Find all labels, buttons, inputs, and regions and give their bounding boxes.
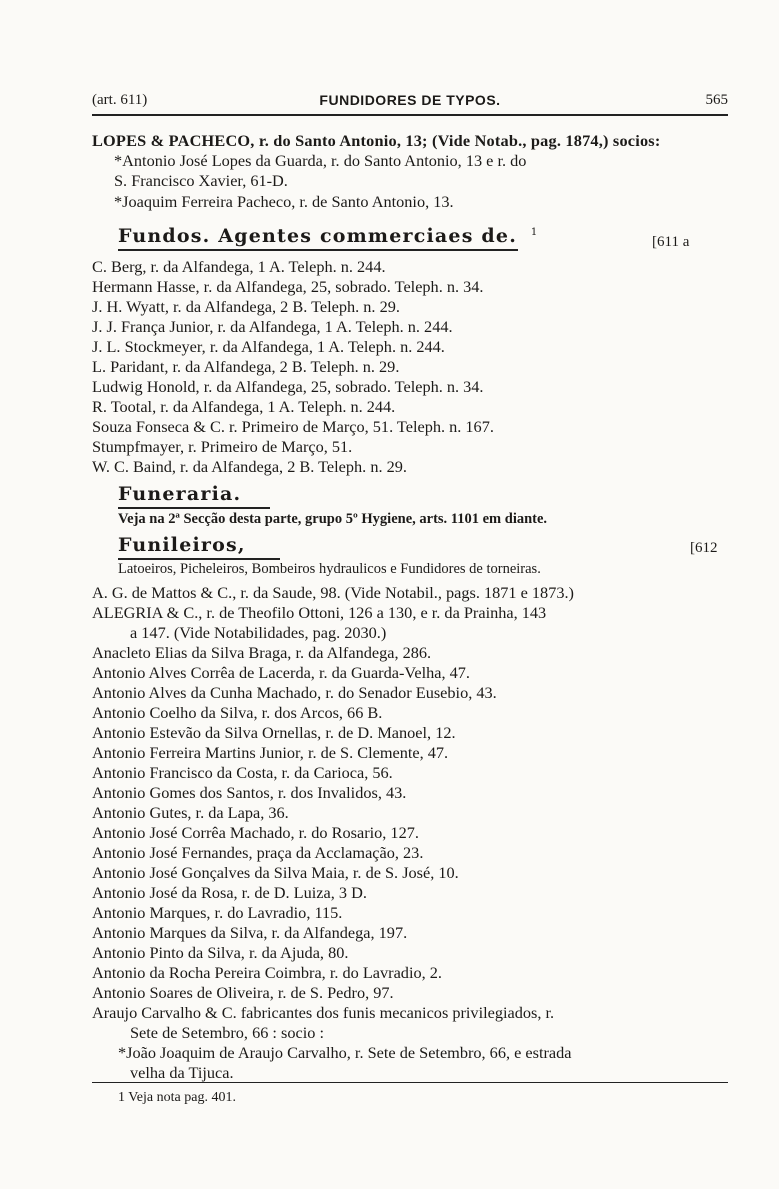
list-item: J. J. França Junior, r. da Alfandega, 1 A. Teleph. n. 244. [92, 317, 453, 336]
section-underline [118, 249, 518, 251]
list-item: Antonio José da Rosa, r. de D. Luiza, 3 D. [92, 883, 367, 902]
list-item: Antonio Marques, r. do Lavradio, 115. [92, 903, 343, 922]
list-item: Antonio Estevão da Silva Ornellas, r. de D. Manoel, 12. [92, 723, 456, 742]
list-item: Antonio Alves Corrêa de Lacerda, r. da Guarda-Velha, 47. [92, 663, 470, 682]
list-item: Ludwig Honold, r. da Alfandega, 25, sobrado. Teleph. n. 34. [92, 377, 484, 396]
list-item: L. Paridant, r. da Alfandega, 2 B. Teleph. n. 29. [92, 357, 400, 376]
list-item: Antonio Alves da Cunha Machado, r. do Senador Eusebio, 43. [92, 683, 497, 702]
section-ref-fundos: [611 a [652, 234, 690, 250]
list-item: Antonio da Rocha Pereira Coimbra, r. do Lavradio, 2. [92, 963, 442, 982]
funileiros-subtitle: Latoeiros, Picheleiros, Bombeiros hydraulicos e Fundidores de torneiras. [118, 561, 541, 577]
list-item-continuation: Sete de Setembro, 66 : socio : [130, 1023, 324, 1042]
section-title-funileiros [118, 534, 246, 556]
list-item: J. H. Wyatt, r. da Alfandega, 2 B. Teleph. n. 29. [92, 297, 400, 316]
section-ref-funileiros: [612 [690, 540, 718, 556]
footnote-marker: 1 [530, 226, 539, 238]
entry-pacheco-socio: *Joaquim Ferreira Pacheco, r. de Santo Antonio, 13. [114, 192, 454, 211]
section-title-funeraria [118, 483, 241, 505]
list-item: Stumpfmayer, r. Primeiro de Março, 51. [92, 437, 353, 456]
funeraria-text: Veja na 2ª Secção desta parte, grupo 5º Hygiene, arts. 1101 em diante. [118, 511, 548, 527]
list-item: Araujo Carvalho & C. fabricantes dos funis mecanicos privilegiados, r. [92, 1003, 555, 1022]
entry-lopes-pacheco: LOPES & PACHECO, r. do Santo Antonio, 13; (Vide Notab., pag. 1874,) socios: [92, 131, 661, 150]
list-item: C. Berg, r. da Alfandega, 1 A. Teleph. n. 244. [92, 257, 386, 276]
list-item: Antonio Marques da Silva, r. da Alfandega, 197. [92, 923, 408, 942]
page-title: FUNDIDORES DE TYPOS. [319, 92, 501, 108]
section-heading-fundos: Fundos. Agentes commerciaes de. [118, 225, 518, 247]
section-heading-funeraria: Funeraria. [118, 483, 242, 505]
list-item: Antonio Francisco da Costa, r. da Carioca, 56. [92, 763, 393, 782]
list-item: Anacleto Elias da Silva Braga, r. da Alfandega, 286. [92, 643, 432, 662]
list-item: Antonio Gutes, r. da Lapa, 36. [92, 803, 289, 822]
list-item: Antonio José Corrêa Machado, r. do Rosario, 127. [92, 823, 419, 842]
list-item: Antonio Gomes dos Santos, r. dos Invalidos, 43. [92, 783, 407, 802]
list-item: J. L. Stockmeyer, r. da Alfandega, 1 A. Teleph. n. 244. [92, 337, 445, 356]
list-item-socio: *João Joaquim de Araujo Carvalho, r. Sete de Setembro, 66, e estrada [118, 1043, 572, 1062]
list-item: Antonio Ferreira Martins Junior, r. de S. Clemente, 47. [92, 743, 449, 762]
list-item: W. C. Baind, r. da Alfandega, 2 B. Teleph. n. 29. [92, 457, 407, 476]
list-item-continuation: a 147. (Vide Notabilidades, pag. 2030.) [130, 623, 387, 642]
entry-lopes-socio: *Antonio José Lopes da Guarda, r. do Santo Antonio, 13 e r. do [114, 151, 527, 170]
list-item: Antonio José Gonçalves da Silva Maia, r. de S. José, 10. [92, 863, 459, 882]
article-ref: (art. 611) [92, 92, 148, 108]
footnote: 1 Veja nota pag. 401. [118, 1090, 236, 1105]
list-item: Antonio Coelho da Silva, r. dos Arcos, 66 B. [92, 703, 383, 722]
list-item: ALEGRIA & C., r. de Theofilo Ottoni, 126 a 130, e r. da Prainha, 143 [92, 603, 547, 622]
list-item: Hermann Hasse, r. da Alfandega, 25, sobrado. Teleph. n. 34. [92, 277, 484, 296]
header-rule [92, 114, 728, 116]
footnote-rule [92, 1082, 728, 1083]
list-item: Antonio Soares de Oliveira, r. de S. Pedro, 97. [92, 983, 394, 1002]
page-number: 565 [705, 92, 728, 108]
list-item: Antonio José Fernandes, praça da Acclamação, 23. [92, 843, 424, 862]
section-title-fundos [118, 225, 538, 247]
list-item: Souza Fonseca & C. r. Primeiro de Março, 51. Teleph. n. 167. [92, 417, 494, 436]
list-item: Antonio Pinto da Silva, r. da Ajuda, 80. [92, 943, 349, 962]
running-header [92, 92, 728, 114]
section-heading-funileiros: Funileiros, [118, 534, 246, 556]
list-item: A. G. de Mattos & C., r. da Saude, 98. (Vide Notabil., pags. 1871 e 1873.) [92, 583, 574, 602]
entry-lopes-address: S. Francisco Xavier, 61-D. [114, 171, 288, 190]
list-item: R. Tootal, r. da Alfandega, 1 A. Teleph. n. 244. [92, 397, 396, 416]
list-item-continuation: velha da Tijuca. [130, 1063, 234, 1082]
